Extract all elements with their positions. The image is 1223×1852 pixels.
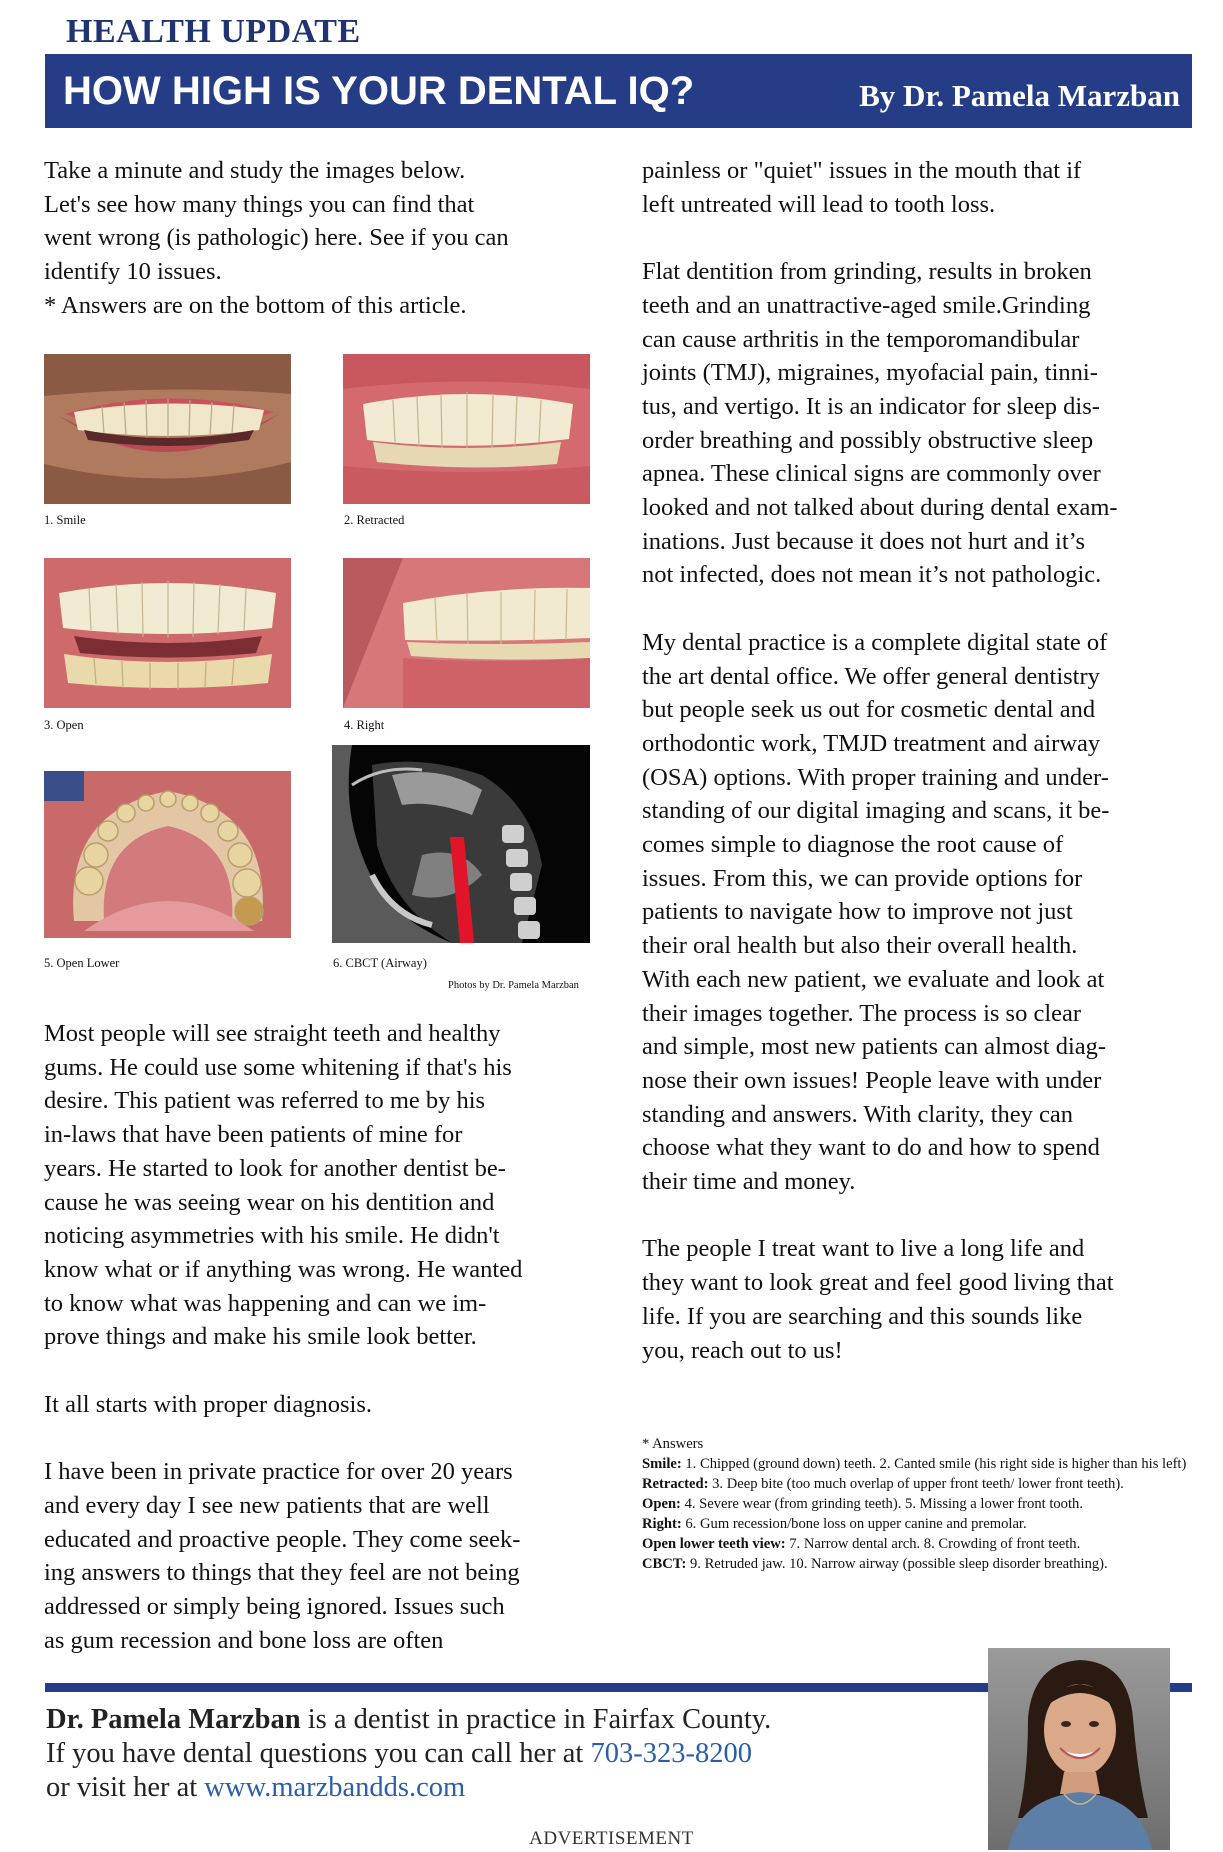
photo-caption: 6. CBCT (Airway) [333,956,427,970]
body-line: prove things and make his smile look better. [44,1323,477,1351]
body-line: My dental practice is a complete digital state of [642,628,1108,656]
footer-phone-prefix: If you have dental questions you can call her at [46,1738,591,1769]
advertisement-label: ADVERTISEMENT [529,1828,694,1849]
body-line: painless or "quiet" issues in the mouth that if [642,157,1082,184]
right-side-teeth-photo [343,558,590,708]
lower-arch-photo [44,771,291,938]
body-line: It all starts with proper diagnosis. [44,1390,372,1418]
body-line: desire. This patient was referred to me by his [44,1087,486,1115]
intro-line: went wrong (is pathologic) here. See if you can [44,224,509,252]
retracted-teeth-photo [343,354,590,504]
photo-caption: 1. Smile [44,513,86,527]
photo-caption: 3. Open [44,718,84,732]
footer-line-2 [46,1737,986,1771]
footer-line-1 [46,1703,986,1737]
body-line: standing and answers. With clarity, they can [642,1100,1074,1128]
body-line: standing of our digital imaging and scans, it be- [642,797,1110,825]
intro-line: Let's see how many things you can find that [44,190,475,218]
smile-photo [44,354,291,504]
answer-item [642,1494,1197,1514]
answer-text: 7. Narrow dental arch. 8. Crowding of front teeth. [785,1536,1081,1552]
answer-label: Retracted: [642,1476,709,1492]
answers-box [642,1434,1197,1574]
body-line: and simple, most new patients can almost diag- [642,1033,1107,1061]
body-line: their images together. The process is so clear [642,999,1082,1027]
body-line: but people seek us out for cosmetic dental and [642,696,1096,724]
body-line: apnea. These clinical signs are commonly over [642,460,1101,488]
byline: By Dr. Pamela Marzban [859,78,1180,113]
body-line: can cause arthritis in the temporomandibular [642,325,1080,353]
footer-line-3 [46,1771,986,1805]
body-line: left untreated will lead to tooth loss. [642,190,996,218]
left-body-text [44,1017,609,1657]
body-line: know what or if anything was wrong. He wanted [44,1255,523,1283]
body-line: comes simple to diagnose the root cause of [642,831,1064,859]
body-line: cause he was seeing wear on his dentition and [44,1188,495,1216]
answer-item [642,1534,1197,1554]
doctor-name: Dr. Pamela Marzban [46,1704,301,1735]
body-line: (OSA) options. With proper training and under- [642,763,1109,791]
photo-caption: 4. Right [344,718,385,732]
footer-contact [46,1703,986,1805]
body-line: order breathing and possibly obstructive sleep [642,426,1094,454]
body-line: gums. He could use some whitening if that's his [44,1053,512,1081]
answer-text: 4. Severe wear (from grinding teeth). 5. Missing a lower front tooth. [680,1496,1083,1512]
body-line: life. If you are searching and this sounds like [642,1302,1083,1330]
body-line: Most people will see straight teeth and healthy [44,1020,501,1047]
body-line: they want to look great and feel good living that [642,1269,1114,1297]
body-line: issues. From this, we can provide options for [642,864,1083,892]
body-line: looked and not talked about during dental exam- [642,494,1118,522]
body-line: to know what was happening and can we im- [44,1289,487,1317]
intro-text [44,154,604,323]
answer-item [642,1454,1197,1474]
intro-line: Take a minute and study the images below. [44,157,466,184]
answer-label: Right: [642,1516,682,1532]
right-body-text [642,154,1202,1367]
answer-label: Open lower teeth view: [642,1536,786,1552]
answers-heading: * Answers [642,1436,704,1452]
answer-label: CBCT: [642,1556,687,1572]
body-line: I have been in private practice for over 20 years [44,1458,513,1486]
body-line: joints (TMJ), migraines, myofacial pain, tinni- [642,359,1098,387]
body-line: orthodontic work, TMJD treatment and airway [642,729,1101,757]
body-line: inations. Just because it does not hurt and it’s [642,527,1085,555]
body-line: their oral health but also their overall health. [642,932,1078,960]
body-line: years. He started to look for another dentist be- [44,1154,506,1182]
body-line: patients to navigate how to improve not just [642,898,1073,926]
body-line: addressed or simply being ignored. Issues such [44,1592,505,1620]
answer-label: Smile: [642,1456,682,1472]
photo-caption: 5. Open Lower [44,956,120,970]
body-line: With each new patient, we evaluate and look at [642,965,1105,993]
body-line: not infected, does not mean it’s not pathologic. [642,561,1102,589]
body-line: in-laws that have been patients of mine for [44,1121,463,1149]
body-line: the art dental office. We offer general dentistry [642,662,1100,690]
body-line: noticing asymmetries with his smile. He didn't [44,1222,500,1250]
open-mouth-photo [44,558,291,708]
body-line: educated and proactive people. They come seek- [44,1525,521,1553]
footer-web-prefix: or visit her at [46,1772,205,1803]
photo-caption: 2. Retracted [344,513,405,527]
intro-line: identify 10 issues. [44,258,222,286]
cbct-scan-image [332,745,590,943]
answer-item [642,1474,1197,1494]
doctor-portrait-photo [988,1648,1170,1850]
body-line: choose what they want to do and how to spend [642,1134,1100,1162]
answer-item [642,1554,1197,1574]
answer-text: 3. Deep bite (too much overlap of upper front teeth/ lower front teeth). [708,1476,1124,1492]
photo-credit: Photos by Dr. Pamela Marzban [448,980,579,991]
body-line: their time and money. [642,1168,856,1196]
title-bar [45,54,1192,128]
phone-link[interactable]: 703-323-8200 [590,1738,752,1769]
intro-line: * Answers are on the bottom of this article. [44,291,467,319]
body-line: as gum recession and bone loss are often [44,1626,444,1654]
body-line: The people I treat want to live a long life and [642,1235,1085,1263]
body-line: nose their own issues! People leave with under [642,1066,1102,1094]
body-line: teeth and an unattractive-aged smile.Grinding [642,291,1091,319]
page-title: HOW HIGH IS YOUR DENTAL IQ? [63,69,695,113]
answer-text: 6. Gum recession/bone loss on upper canine and premolar. [681,1516,1027,1532]
body-line: tus, and vertigo. It is an indicator for sleep dis- [642,392,1100,420]
body-line: Flat dentition from grinding, results in broken [642,258,1092,286]
answer-text: 9. Retruded jaw. 10. Narrow airway (possible sleep disorder breathing). [686,1556,1108,1572]
body-line: you, reach out to us! [642,1336,843,1364]
answer-item [642,1514,1197,1534]
footer-text-rest: is a dentist in practice in Fairfax County. [300,1704,772,1735]
section-label: HEALTH UPDATE [66,13,361,50]
body-line: ing answers to things that they feel are not being [44,1559,520,1587]
answer-label: Open: [642,1496,681,1512]
body-line: and every day I see new patients that are well [44,1491,490,1519]
website-link[interactable]: www.marzbandds.com [204,1772,466,1803]
answer-text: 1. Chipped (ground down) teeth. 2. Canted smile (his right side is higher than his left) [681,1456,1187,1472]
